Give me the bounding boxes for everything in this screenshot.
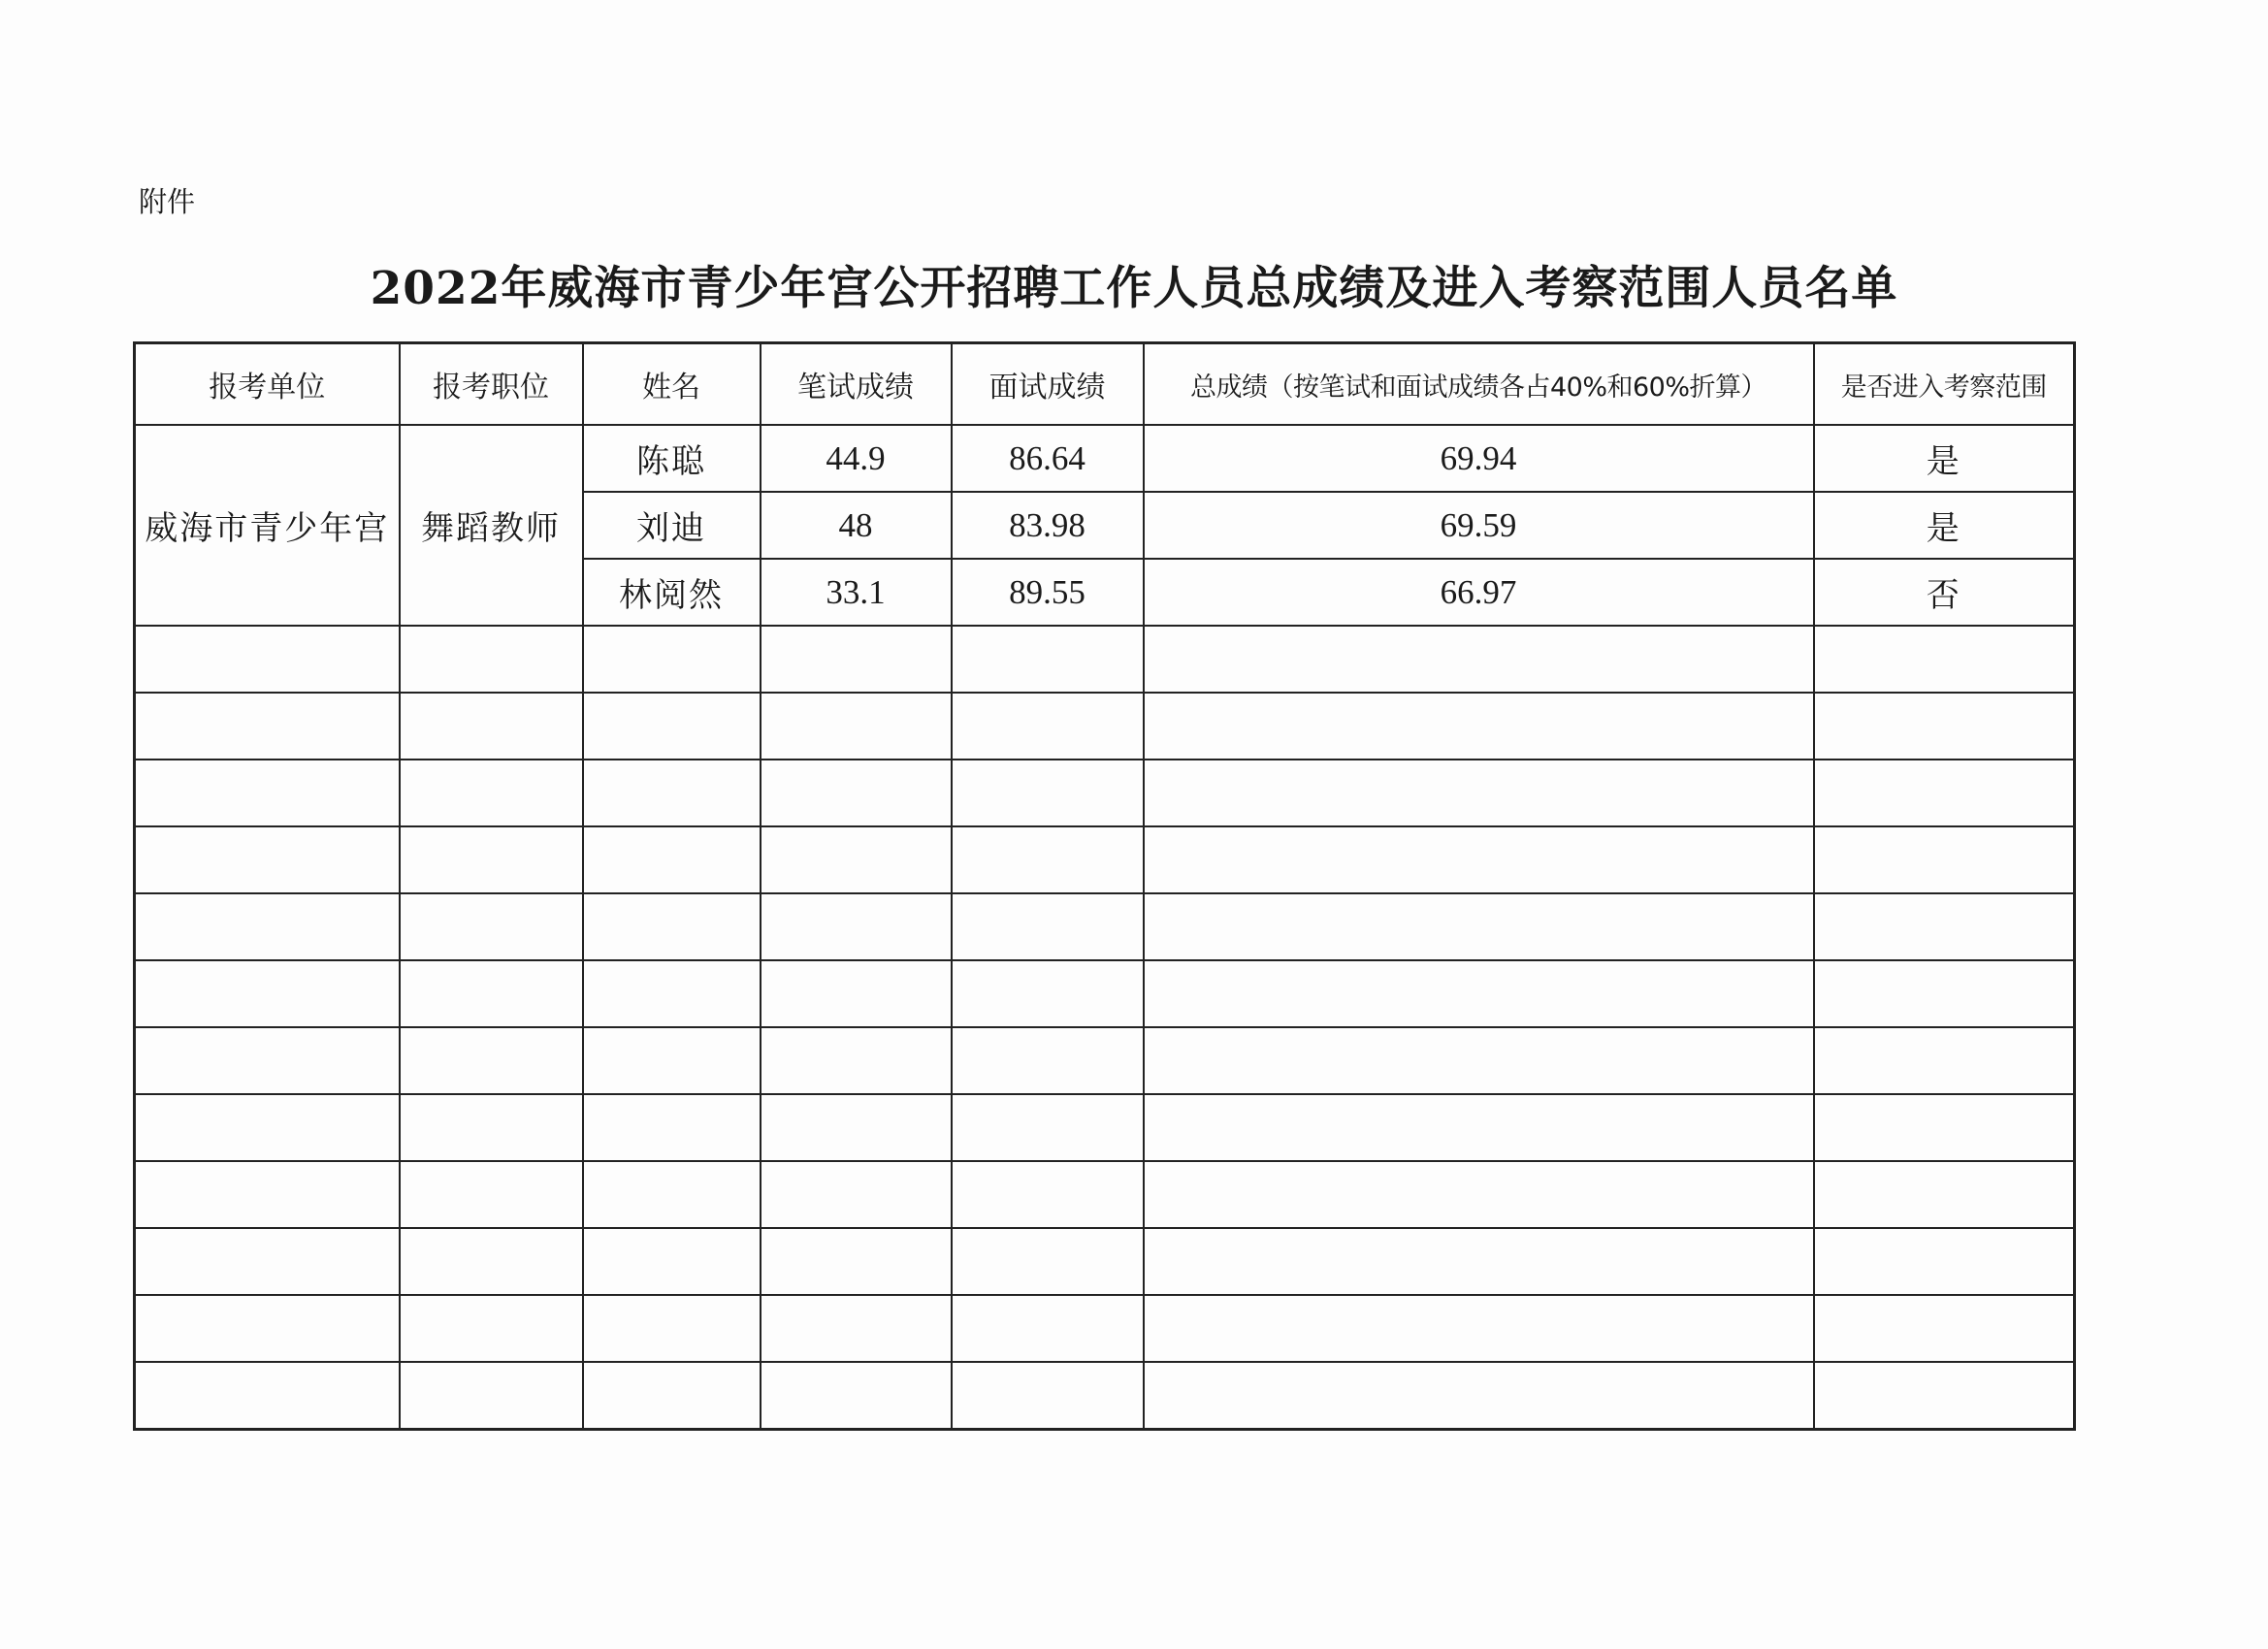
empty-cell	[952, 826, 1144, 893]
empty-cell	[135, 893, 400, 960]
empty-cell	[583, 626, 761, 693]
empty-cell	[1814, 1228, 2075, 1295]
empty-cell	[952, 1295, 1144, 1362]
empty-cell	[952, 693, 1144, 760]
empty-table-row	[135, 693, 2075, 760]
document-title: 2022年威海市青少年宫公开招聘工作人员总成绩及进入考察范围人员名单	[370, 262, 1898, 315]
empty-cell	[1144, 760, 1814, 826]
empty-rows	[135, 626, 2075, 1430]
empty-cell	[400, 1094, 583, 1161]
empty-cell	[1814, 1161, 2075, 1228]
empty-cell	[1814, 826, 2075, 893]
empty-cell	[1814, 626, 2075, 693]
header-total-score: 总成绩（按笔试和面试成绩各占40%和60%折算）	[1144, 343, 1814, 426]
empty-cell	[400, 1027, 583, 1094]
header-row	[135, 343, 2075, 426]
cell-name: 林阅然	[583, 559, 761, 626]
empty-cell	[135, 826, 400, 893]
empty-cell	[583, 1161, 761, 1228]
empty-cell	[583, 760, 761, 826]
empty-table-row	[135, 960, 2075, 1027]
empty-cell	[583, 893, 761, 960]
empty-cell	[583, 1362, 761, 1430]
empty-cell	[1814, 1362, 2075, 1430]
empty-cell	[1144, 693, 1814, 760]
empty-cell	[761, 1362, 952, 1430]
empty-cell	[952, 1161, 1144, 1228]
empty-cell	[583, 826, 761, 893]
empty-cell	[761, 693, 952, 760]
cell-interview-score: 86.64	[952, 425, 1144, 492]
empty-cell	[135, 1161, 400, 1228]
empty-cell	[1144, 960, 1814, 1027]
header-interview-score: 面试成绩	[952, 343, 1144, 426]
empty-cell	[135, 760, 400, 826]
table-row	[135, 425, 2075, 492]
cell-inspection: 是	[1814, 492, 2075, 559]
header-name: 姓名	[583, 343, 761, 426]
results-table	[133, 341, 2076, 1431]
empty-table-row	[135, 1027, 2075, 1094]
empty-cell	[952, 960, 1144, 1027]
empty-cell	[952, 1362, 1144, 1430]
empty-cell	[583, 1228, 761, 1295]
empty-cell	[761, 1295, 952, 1362]
header-written-score: 笔试成绩	[761, 343, 952, 426]
empty-cell	[761, 1094, 952, 1161]
empty-cell	[400, 693, 583, 760]
empty-cell	[1814, 1027, 2075, 1094]
empty-cell	[1144, 1362, 1814, 1430]
cell-interview-score: 89.55	[952, 559, 1144, 626]
cell-name: 刘迪	[583, 492, 761, 559]
empty-cell	[583, 1295, 761, 1362]
empty-cell	[135, 1295, 400, 1362]
empty-cell	[1814, 760, 2075, 826]
empty-cell	[1144, 1094, 1814, 1161]
empty-table-row	[135, 760, 2075, 826]
empty-cell	[1144, 826, 1814, 893]
empty-table-row	[135, 1161, 2075, 1228]
cell-inspection: 是	[1814, 425, 2075, 492]
empty-cell	[761, 893, 952, 960]
empty-table-row	[135, 893, 2075, 960]
empty-cell	[583, 1094, 761, 1161]
cell-position: 舞蹈教师	[400, 425, 583, 626]
empty-cell	[400, 760, 583, 826]
empty-cell	[1814, 893, 2075, 960]
empty-cell	[400, 826, 583, 893]
cell-unit: 威海市青少年宫	[135, 425, 400, 626]
empty-cell	[952, 760, 1144, 826]
empty-cell	[1144, 893, 1814, 960]
empty-cell	[135, 626, 400, 693]
empty-table-row	[135, 1295, 2075, 1362]
empty-cell	[400, 1161, 583, 1228]
empty-table-row	[135, 626, 2075, 693]
empty-cell	[1814, 693, 2075, 760]
empty-cell	[400, 626, 583, 693]
empty-cell	[135, 1362, 400, 1430]
empty-cell	[1144, 1161, 1814, 1228]
empty-cell	[400, 1295, 583, 1362]
empty-cell	[135, 1027, 400, 1094]
empty-cell	[400, 1362, 583, 1430]
empty-cell	[1814, 1094, 2075, 1161]
empty-cell	[761, 960, 952, 1027]
empty-cell	[583, 960, 761, 1027]
empty-cell	[1144, 1295, 1814, 1362]
empty-cell	[135, 693, 400, 760]
empty-cell	[761, 1228, 952, 1295]
cell-written-score: 48	[761, 492, 952, 559]
empty-cell	[761, 760, 952, 826]
empty-cell	[761, 1027, 952, 1094]
cell-written-score: 44.9	[761, 425, 952, 492]
empty-cell	[761, 626, 952, 693]
header-unit: 报考单位	[135, 343, 400, 426]
empty-cell	[952, 1228, 1144, 1295]
cell-total-score: 69.59	[1144, 492, 1814, 559]
cell-total-score: 69.94	[1144, 425, 1814, 492]
empty-cell	[952, 1094, 1144, 1161]
empty-table-row	[135, 826, 2075, 893]
empty-cell	[1814, 960, 2075, 1027]
empty-cell	[400, 893, 583, 960]
empty-cell	[400, 1228, 583, 1295]
empty-table-row	[135, 1228, 2075, 1295]
cell-interview-score: 83.98	[952, 492, 1144, 559]
cell-written-score: 33.1	[761, 559, 952, 626]
empty-table-row	[135, 1094, 2075, 1161]
empty-cell	[135, 1228, 400, 1295]
header-inspection: 是否进入考察范围	[1814, 343, 2075, 426]
empty-cell	[1144, 1228, 1814, 1295]
empty-cell	[1144, 626, 1814, 693]
attachment-label: 附件	[139, 185, 196, 218]
empty-cell	[583, 1027, 761, 1094]
empty-table-row	[135, 1362, 2075, 1430]
empty-cell	[135, 960, 400, 1027]
empty-cell	[1144, 1027, 1814, 1094]
empty-cell	[761, 826, 952, 893]
empty-cell	[1814, 1295, 2075, 1362]
empty-cell	[952, 893, 1144, 960]
empty-cell	[583, 693, 761, 760]
header-position: 报考职位	[400, 343, 583, 426]
cell-total-score: 66.97	[1144, 559, 1814, 626]
empty-cell	[135, 1094, 400, 1161]
empty-cell	[400, 960, 583, 1027]
cell-name: 陈聪	[583, 425, 761, 492]
empty-cell	[952, 626, 1144, 693]
empty-cell	[952, 1027, 1144, 1094]
empty-cell	[761, 1161, 952, 1228]
cell-inspection: 否	[1814, 559, 2075, 626]
